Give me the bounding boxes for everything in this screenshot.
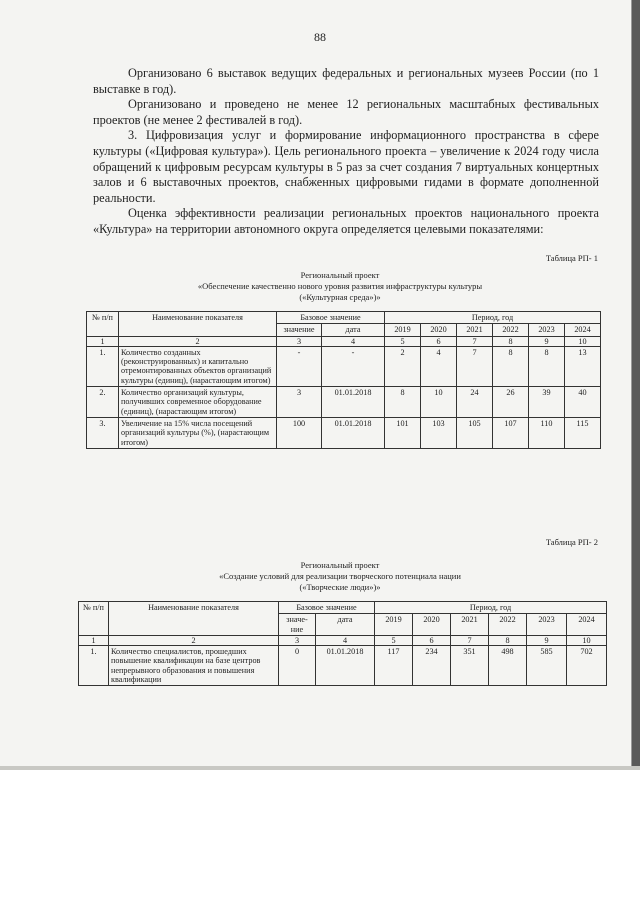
col-number: 3	[279, 635, 316, 645]
row-year-value: 498	[489, 646, 527, 686]
row-year-value: 234	[413, 646, 451, 686]
col-number: 2	[109, 635, 279, 645]
header-name: Наименование показателя	[109, 602, 279, 636]
col-number: 8	[493, 336, 529, 346]
table-row	[87, 346, 601, 386]
col-number: 3	[277, 336, 322, 346]
table2-caption: Таблица РП- 2	[545, 537, 598, 547]
row-name: Количество организаций культуры, получивших современное оборудование (единиц), (нарастающим итогом)	[119, 387, 277, 418]
col-number: 6	[413, 635, 451, 645]
row-year-value: 39	[529, 387, 565, 418]
table1-title	[70, 270, 610, 303]
header-num: № п/п	[87, 312, 119, 337]
row-year-value: 107	[493, 417, 529, 448]
row-year-value: 702	[567, 646, 607, 686]
page-number: 88	[314, 30, 326, 44]
col-number: 8	[489, 635, 527, 645]
col-number: 2	[119, 336, 277, 346]
table-header-row	[79, 602, 607, 614]
column-number-row	[87, 336, 601, 346]
row-year-value: 8	[529, 346, 565, 386]
col-number: 9	[527, 635, 567, 645]
table1-caption: Таблица РП- 1	[545, 253, 598, 263]
header-base-date: дата	[322, 324, 385, 336]
table2-title	[70, 560, 610, 593]
header-base-value: значение	[277, 324, 322, 336]
header-year: 2020	[413, 614, 451, 636]
row-year-value: 40	[565, 387, 601, 418]
col-number: 1	[87, 336, 119, 346]
row-value: -	[277, 346, 322, 386]
col-number: 6	[421, 336, 457, 346]
table1-title-line: («Культурная среда»)»	[299, 292, 381, 302]
row-year-value: 13	[565, 346, 601, 386]
row-value: 3	[277, 387, 322, 418]
row-year-value: 101	[385, 417, 421, 448]
row-year-value: 4	[421, 346, 457, 386]
header-period: Период, год	[375, 602, 607, 614]
row-date: 01.01.2018	[322, 387, 385, 418]
row-year-value: 351	[451, 646, 489, 686]
row-name: Количество созданных (реконструированных) и капитально отремонтированных объектов организаций культуры (единиц), (нарастающим итогом)	[119, 346, 277, 386]
row-year-value: 585	[527, 646, 567, 686]
row-num: 3.	[87, 417, 119, 448]
header-year: 2023	[527, 614, 567, 636]
col-number: 1	[79, 635, 109, 645]
header-num: № п/п	[79, 602, 109, 636]
row-year-value: 105	[457, 417, 493, 448]
row-year-value: 110	[529, 417, 565, 448]
row-year-value: 117	[375, 646, 413, 686]
table1-title-line: Региональный проект	[300, 270, 380, 280]
row-name: Увеличение на 15% числа посещений организаций культуры (%), (нарастающим итогом)	[119, 417, 277, 448]
col-number: 4	[316, 635, 375, 645]
col-number: 4	[322, 336, 385, 346]
header-base: Базовое значение	[277, 312, 385, 324]
row-name: Количество специалистов, прошедших повышение квалификации на базе центров непрерывного образования и повышения квалификации	[109, 646, 279, 686]
body-text	[93, 66, 599, 238]
table2	[78, 601, 607, 686]
header-base-value: значе- ние	[279, 614, 316, 636]
row-year-value: 8	[385, 387, 421, 418]
scan-edge	[0, 766, 640, 770]
paragraph: Организовано 6 выставок ведущих федеральных и региональных музеев России (по 1 выставке в год).	[93, 66, 599, 96]
table-header-row	[87, 312, 601, 324]
header-base-date: дата	[316, 614, 375, 636]
row-value: 100	[277, 417, 322, 448]
table2-title-line: «Создание условий для реализации творческого потенциала нации	[219, 571, 461, 581]
header-year: 2024	[565, 324, 601, 336]
table-row	[87, 417, 601, 448]
row-date: 01.01.2018	[322, 417, 385, 448]
row-num: 2.	[87, 387, 119, 418]
row-year-value: 24	[457, 387, 493, 418]
row-date: 01.01.2018	[316, 646, 375, 686]
row-year-value: 2	[385, 346, 421, 386]
row-year-value: 26	[493, 387, 529, 418]
row-date: -	[322, 346, 385, 386]
row-num: 1.	[79, 646, 109, 686]
col-number: 10	[567, 635, 607, 645]
table1	[86, 311, 601, 449]
table2-title-line: («Творческие люди»)»	[299, 582, 381, 592]
row-year-value: 103	[421, 417, 457, 448]
row-year-value: 8	[493, 346, 529, 386]
row-num: 1.	[87, 346, 119, 386]
header-year: 2024	[567, 614, 607, 636]
table1-title-line: «Обеспечение качественно нового уровня развития инфраструктуры культуры	[197, 281, 483, 291]
col-number: 5	[375, 635, 413, 645]
header-year: 2021	[451, 614, 489, 636]
header-base: Базовое значение	[279, 602, 375, 614]
header-year: 2023	[529, 324, 565, 336]
table-row	[87, 387, 601, 418]
header-year: 2019	[375, 614, 413, 636]
paragraph: 3. Цифровизация услуг и формирование информационного пространства в сфере культуры («Цифровая культура»). Цель регионального проекта – увеличение к 2024 году числа обращений к цифровым ресурсам культуры в 5 раз за счет создания 7 виртуальных концертных залов и 6 выставочных проектов, снабженных цифровыми гидами в формате дополненной реальности.	[93, 128, 599, 205]
header-year: 2020	[421, 324, 457, 336]
header-period: Период, год	[385, 312, 601, 324]
header-name: Наименование показателя	[119, 312, 277, 337]
col-number: 7	[451, 635, 489, 645]
row-year-value: 7	[457, 346, 493, 386]
col-number: 5	[385, 336, 421, 346]
header-year: 2022	[493, 324, 529, 336]
paragraph: Организовано и проведено не менее 12 региональных масштабных фестивальных проектов (не менее 2 фестивалей в год).	[93, 97, 599, 127]
col-number: 10	[565, 336, 601, 346]
col-number: 9	[529, 336, 565, 346]
column-number-row	[79, 635, 607, 645]
col-number: 7	[457, 336, 493, 346]
row-year-value: 10	[421, 387, 457, 418]
row-year-value: 115	[565, 417, 601, 448]
table2-title-line: Региональный проект	[300, 560, 380, 570]
header-year: 2022	[489, 614, 527, 636]
paragraph: Оценка эффективности реализации региональных проектов национального проекта «Культура» на территории автономного округа определяется целевыми показателями:	[93, 206, 599, 236]
header-year: 2021	[457, 324, 493, 336]
table-row	[79, 646, 607, 686]
header-year: 2019	[385, 324, 421, 336]
row-value: 0	[279, 646, 316, 686]
